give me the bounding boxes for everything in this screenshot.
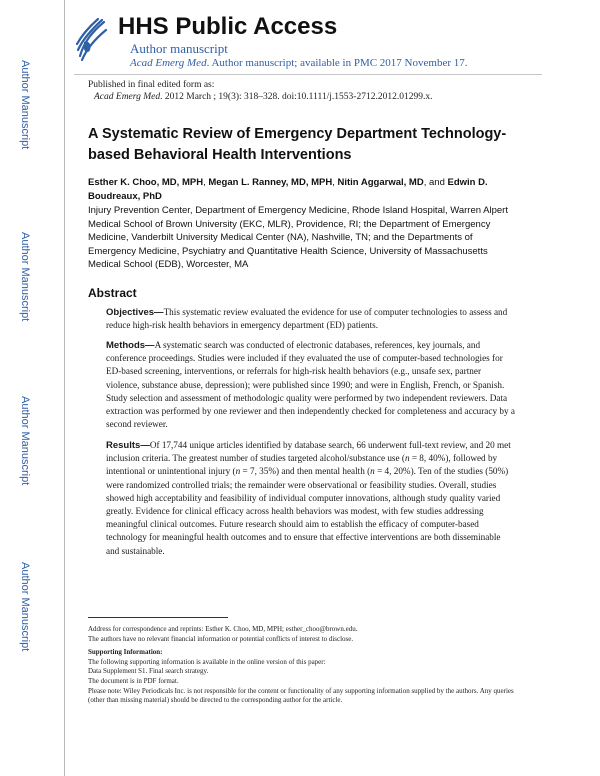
header-divider bbox=[74, 74, 542, 75]
objectives-text: This systematic review evaluated the evidence for use of computer technologies to assess and reduce high-risk health behaviors in emergency department (ED) patients. bbox=[106, 307, 508, 331]
citation-journal: Acad Emerg Med bbox=[94, 92, 161, 102]
footnote-divider bbox=[88, 617, 228, 618]
results-text: = 7, 35%) and then mental health ( bbox=[240, 466, 371, 477]
results-text: Of 17,744 unique articles identified by database search, 66 underwent full-text review, and 20 met inclusion criteria. The greatest number of studies targeted alcohol/substance use ( bbox=[106, 440, 511, 464]
article-title: A Systematic Review of Emergency Department Technology-based Behavioral Health Interventions bbox=[88, 126, 507, 163]
results-n: n bbox=[404, 453, 410, 464]
supporting-info-line: Data Supplement S1. Final search strategy. bbox=[88, 667, 209, 676]
citation bbox=[88, 91, 538, 103]
repository-title: HHS Public Access bbox=[118, 13, 338, 40]
supporting-info-line: The following supporting information is available in the online version of this paper: bbox=[88, 657, 326, 666]
availability-line bbox=[130, 57, 467, 70]
author-separator: , bbox=[203, 177, 209, 188]
author-separator: , and bbox=[423, 177, 448, 188]
side-label-author-manuscript: Author Manuscript bbox=[19, 396, 31, 486]
affiliations: Injury Prevention Center, Department of Emergency Medicine, Rhode Island Hospital, Warren Alpert Medical School of Brown University (EKC, MLR), Providence, RI; the Department of Emergency Medicine, Vanderbilt University Medical Center (NA), Nashville, TN; and the Departments of Emergency Medicine, Psychiatry and Quantitative Health Science, University of Massachusetts Medical School (EDB), Worcester, MA bbox=[88, 205, 508, 270]
side-label-author-manuscript: Author Manuscript bbox=[19, 562, 31, 652]
abstract-methods bbox=[106, 339, 516, 431]
published-in-label: Published in final edited form as: bbox=[88, 80, 215, 90]
side-label-author-manuscript: Author Manuscript bbox=[19, 232, 31, 322]
conflicts-note: The authors have no relevant financial information or potential conflicts of interest to disclose. bbox=[88, 634, 354, 643]
author-name: Edwin D. Boudreaux, PhD bbox=[88, 177, 488, 202]
side-label-author-manuscript: Author Manuscript bbox=[19, 60, 31, 150]
abstract-results bbox=[106, 439, 516, 558]
results-n: n bbox=[235, 466, 241, 477]
footnotes bbox=[88, 625, 528, 706]
supporting-info-line: The document is in PDF format. bbox=[88, 676, 179, 685]
margin-rule bbox=[64, 0, 65, 776]
supporting-info-disclaimer: Please note: Wiley Periodicals Inc. is not responsible for the content or functionality of any supporting information supplied by the authors. Any queries (other than missing material) should be directed to the corresponding author for the article. bbox=[88, 686, 514, 705]
author-name: Esther K. Choo, MD, MPH bbox=[88, 177, 204, 188]
correspondence-note: Address for correspondence and reprints: Esther K. Choo, MD, MPH; esther_choo@brown.edu. bbox=[88, 625, 358, 633]
journal-abbrev: Acad Emerg Med bbox=[130, 57, 207, 69]
author-list bbox=[88, 176, 518, 204]
abstract-objectives bbox=[106, 306, 516, 332]
results-n: n bbox=[370, 466, 375, 477]
author-name: Nitin Aggarwal, MD bbox=[337, 177, 424, 188]
methods-text: A systematic search was conducted of electronic databases, references, key journals, and conference proceedings. Studies were included if they evaluated the use of computer-based technologies for ED-based screening, interventions, or referrals for high-risk health behaviors (e.g., unsafe sex, partner violence, substance abuse, depression); were published since 1990; and were in English, French, or Spanish. Study selection and assessment of methodologic quality were performed by two independent reviewers. Data extraction was performed by one reviewer and then independently checked for completeness and accuracy by a second reviewer. bbox=[106, 340, 515, 430]
results-text: = 8, 40%), followed by intentional or unintentional injury ( bbox=[106, 453, 498, 477]
author-separator: , bbox=[332, 177, 338, 188]
availability-text: . Author manuscript; available in PMC 2017 November 17. bbox=[206, 57, 468, 69]
results-text: = 4, 20%). Ten of the studies (50%) were randomized controlled trials; the remainder were observational or feasibility studies. Overall, studies showed high acceptability and feasibility of individual computer innovations, although study quality varied greatly. Evidence for clinical efficacy across health behaviors was modest, with few studies addressing meaningful clinical outcomes. Future research should aim to establish the efficacy of computer-based technology for meaningful health outcomes and to ensure that effective interventions are both disseminable and sustainable. bbox=[106, 466, 509, 556]
objectives-label: Objectives— bbox=[106, 307, 164, 318]
supporting-info-heading: Supporting Information: bbox=[88, 648, 163, 657]
results-label: Results— bbox=[106, 440, 150, 451]
methods-label: Methods— bbox=[106, 340, 155, 351]
citation-details: . 2012 March ; 19(3): 318–328. doi:10.1111/j.1553-2712.2012.01299.x. bbox=[160, 92, 433, 102]
author-name: Megan L. Ranney, MD, MPH bbox=[208, 177, 333, 188]
manuscript-type: Author manuscript bbox=[130, 41, 228, 56]
publication-info bbox=[88, 79, 538, 103]
abstract-heading: Abstract bbox=[88, 286, 137, 300]
hhs-eagle-logo-icon bbox=[74, 12, 108, 64]
